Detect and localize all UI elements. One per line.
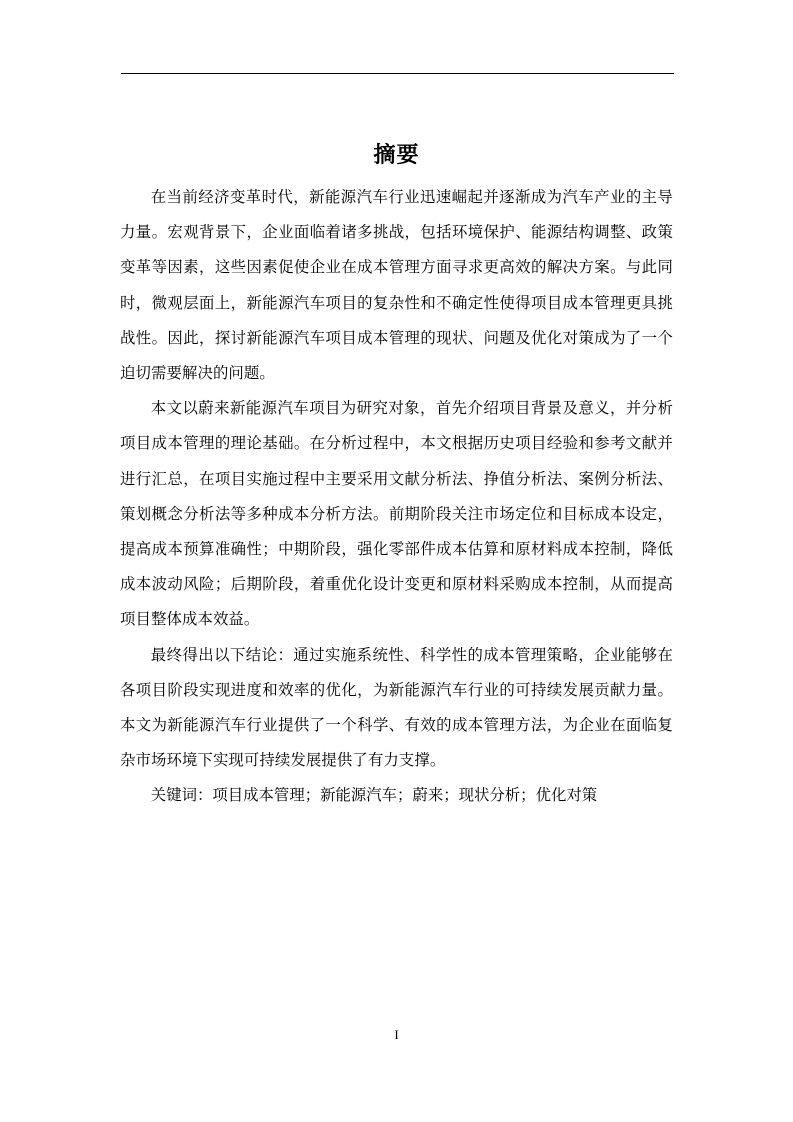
page-number: I (394, 1027, 399, 1042)
keywords-line: 关键词：项目成本管理；新能源汽车；蔚来；现状分析；优化对策 (150, 786, 598, 805)
abstract-paragraph-3: 最终得出以下结论：通过实施系统性、科学性的成本管理策略，企业能够在各项目阶段实现进度和效率的优化，为新能源汽车行业的可持续发展贡献力量。本文为新能源汽车行业提供了一个科学、有效的成本管理方法，为企业在面临复杂市场环境下实现可持续发展提供了有力支撑。 (120, 645, 673, 770)
header-rule (121, 73, 674, 74)
page-title: 摘要 (373, 143, 420, 168)
abstract-paragraph-1: 在当前经济变革时代，新能源汽车行业迅速崛起并逐渐成为汽车产业的主导力量。宏观背景下，企业面临着诸多挑战，包括环境保护、能源结构调整、政策变革等因素，这些因素促使企业在成本管理方面寻求更高效的解决方案。与此同时，微观层面上，新能源汽车项目的复杂性和不确定性使得项目成本管理更具挑战性。因此，探讨新能源汽车项目成本管理的现状、问题及优化对策成为了一个迫切需要解决的问题。 (120, 188, 673, 383)
abstract-paragraph-2: 本文以蔚来新能源汽车项目为研究对象，首先介绍项目背景及意义，并分析项目成本管理的理论基础。在分析过程中，本文根据历史项目经验和参考文献并进行汇总，在项目实施过程中主要采用文献分析法、挣值分析法、案例分析法、策划概念分析法等多种成本分析方法。前期阶段关注市场定位和目标成本设定，提高成本预算准确性；中期阶段，强化零部件成本估算和原材料成本控制，降低成本波动风险；后期阶段，着重优化设计变更和原材料采购成本控制，从而提高项目整体成本效益。 (120, 399, 673, 629)
abstract-body (120, 180, 673, 814)
